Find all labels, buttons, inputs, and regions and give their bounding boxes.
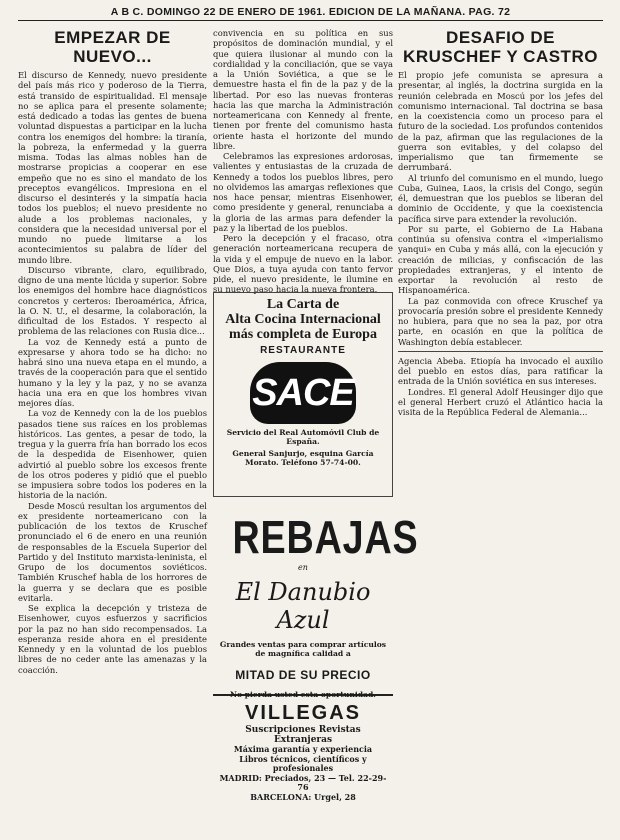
- article-paragraph: La voz de Kennedy con la de los pueblos pasados tiene sus raíces en los problemas históricos. Las gentes, a pesar de todo, la tregua y la guerra fría han borrado los ecos de la despedida de Eisenhower, quien advirtió al pueblo sobre los excesos frente de los otros poderes y pidió que el pueblo se impusiera sobre todos los poderes en la historia de la nación.: [18, 408, 207, 501]
- ad-note: Servicio del Real Automóvil Club de España.: [226, 428, 380, 446]
- divider: [398, 351, 603, 352]
- article-paragraph: Por su parte, el Gobierno de La Habana continúa su ofensiva contra el «imperialismo yanqui» en Cuba y más allá, con la ejecución y creación de milicias, y confiscación de las propiedades extranjeras, y el intento de exportar la revolución al resto de Hispanoamérica.: [398, 223, 603, 296]
- store-name: El Danubio Azul: [235, 578, 371, 634]
- rebajas-ad: [213, 503, 419, 699]
- article-paragraph: La voz de Kennedy está a punto de expresarse y ahora todo se ha dicho: no habrá sino una nueva etapa en el mundo, a través de la cooperación para que el sentido humano y la ley y la paz, y no se avanza hacia una era en que los hombres vivan mejores días.: [18, 336, 207, 408]
- ad-description: Grandes ventas para comprar artículos de magnífica calidad a: [219, 640, 387, 658]
- article-paragraph: La paz conmovida con ofrece Kruschef ya provocaría presión sobre el presidente Kennedy no hubiera, para que no sea la paz, por otra parte, en ocasión en que la política de Washington debía establecer.: [398, 295, 603, 347]
- ad-subtitle: Suscripciones Revistas Extranjeras: [245, 725, 361, 745]
- article-paragraph: Pero la decepción y el fracaso, otra generación norteamericana recupera de la vida y el empuje de nuevo en la labor. Que Dios, a tuya ayuda con tanto fervor pide, el nuevo presidente, le ilumine en su nuevo paso hacia la nueva frontera.: [213, 233, 393, 295]
- article-paragraph: Celebramos las expresiones ardorosas, valientes y entusiastas de la cruzada de Kennedy a todos los pueblos libres, pero no olvidemos las amargas reflexiones que nos hace pensar, mientras Eisenhower, como presidente y general, renunciaba a la gloria de las armas para defender la paz y la libertad de los pueblos.: [213, 151, 393, 233]
- article-paragraph: Se explica la decepción y tristeza de Eisenhower, cuyos esfuerzos y sacrificios por la paz no han sido recompensados. La esperanza reside ahora en el presidente Kennedy y en la voluntad de los pueblos libres de no ceder ante las amenazas y la coacción.: [18, 603, 207, 675]
- villegas-ad: [213, 702, 393, 806]
- ad-title: REBAJAS: [232, 511, 419, 563]
- ad-connector: en: [298, 563, 308, 572]
- ad-title: VILLEGAS: [244, 702, 361, 724]
- advertisement-column: [213, 292, 419, 828]
- ad-address: MADRID: Preciados, 23 — Tel. 22-29-76: [219, 772, 387, 792]
- ad-subtitle: RESTAURANTE: [260, 345, 346, 356]
- article-paragraph: convivencia en su política en sus propósitos de dominación mundial, y el que quiera ilusionar al mundo con la cordialidad y la conciliación, que se vaya a la Unión Soviética, a que se le demuestre hasta el fin de la paz y de la libertad. Por eso las nuevas fronteras hacia las que marcha la Administración norteamericana con Kennedy al frente, tienen por frente del comunismo hasta oriente hasta el horizonte del mundo libre.: [213, 28, 393, 151]
- ad-line: La Carta de: [266, 297, 340, 312]
- article-paragraph: Desde Moscú resultan los argumentos del ex presidente norteamericano con la publicación de los textos de Kruschef pronunciado el 6 de enero en una reunión de responsables de la Escuela Superior del Partido y del Instituto marxista-leninista, el Grupo de los documentos soviéticos. También Kruschef habla de los horrores de la guerra y se declara que es posible evitarla.: [18, 500, 207, 603]
- restaurant-ad: [213, 292, 393, 497]
- article-paragraph: El propio jefe comunista se apresura a presentar, al inglés, la doctrina surgida en la reunión celebrada en Moscú por los jefes del comunismo internacional. Tal doctrina se basa en la coexistencia como un proceso para el futuro de la sociedad. Los profundos contenidos de la paz, afirman que las regulaciones de la guerra son evitables, y del colapso del imperialismo que tan firmemente se derrumbará.: [398, 70, 603, 173]
- article-paragraph: Londres. El general Adolf Heusinger dijo que el general Herbert cruzó el Atlántico hacia la visita de la República Federal de Alemania...: [398, 386, 603, 417]
- sace-logo: SACE: [250, 362, 356, 424]
- article-paragraph: Discurso vibrante, claro, equilibrado, digno de una mente lúcida y superior. Sobre los enemigos del hombre hace diagnósticos concretos y certeros: Iberoamérica, África, la O. N. U., el desarme, la colaboración, la dificultad de los Estados. Y respecto al problema de las relaciones con Rusia dice...: [18, 264, 207, 337]
- ad-address: BARCELONA: Urgel, 28: [250, 791, 356, 802]
- column-left: [18, 28, 207, 828]
- article-paragraph: Al triunfo del comunismo en el mundo, luego Cuba, Guinea, Laos, la crisis del Congo, según él, demuestran que los pueblos se liberan del dominio de Occidente, y que la coexistencia pacífica sirve para extender la revolución.: [398, 172, 603, 224]
- ad-line: Libros técnicos, científicos y profesionales: [239, 753, 367, 773]
- article-headline: EMPEZAR DE NUEVO...: [54, 28, 171, 66]
- ad-line: más completa de Europa: [229, 327, 377, 342]
- article-paragraph: El discurso de Kennedy, nuevo presidente del país más rico y poderoso de la Tierra, está transido de espiritualidad. El mensaje no se aplica para el presente solamente; está dedicado a todas las gentes de buena voluntad dispuestas a participar en la lucha contra los enemigos del hombre: la tiranía, la pobreza, la enfermedad y la guerra misma. Todas las almas nobles han de mostrarse propicias a cooperar en ese empeño que no es sino el mandato de los preceptos evangélicos. Impresiona en el discurso el desinterés y la simpatía hacia todos los pueblos; el nuevo presidente no alude a los problemas nacionales, y considera que la necesidad universal por el mundo no puede limitarse a los acontecimientos su palabra de líder del mundo libre.: [18, 70, 207, 265]
- article-paragraph: Agencia Abeba. Etiopía ha invocado el auxilio del pueblo en estos días, para ratificar la entrada de la Unión soviética en sus intereses.: [398, 355, 603, 387]
- column-right: [398, 28, 603, 828]
- ad-cta: No pierda usted esta oportunidad.: [230, 690, 376, 699]
- ad-line: Máxima garantía y experiencia: [233, 744, 373, 754]
- column-middle: [213, 28, 393, 295]
- ad-note: General Sanjurjo, esquina García Morato. Teléfono 57-74-00.: [232, 449, 374, 467]
- ad-line: Alta Cocina Internacional: [225, 312, 381, 327]
- article-headline: DESAFIO DE KRUSCHEF Y CASTRO: [403, 28, 598, 66]
- page-header: A B C. DOMINGO 22 DE ENERO DE 1961. EDICION DE LA MAÑANA. PAG. 72: [18, 6, 603, 21]
- ad-offer: MITAD DE SU PRECIO: [235, 668, 371, 682]
